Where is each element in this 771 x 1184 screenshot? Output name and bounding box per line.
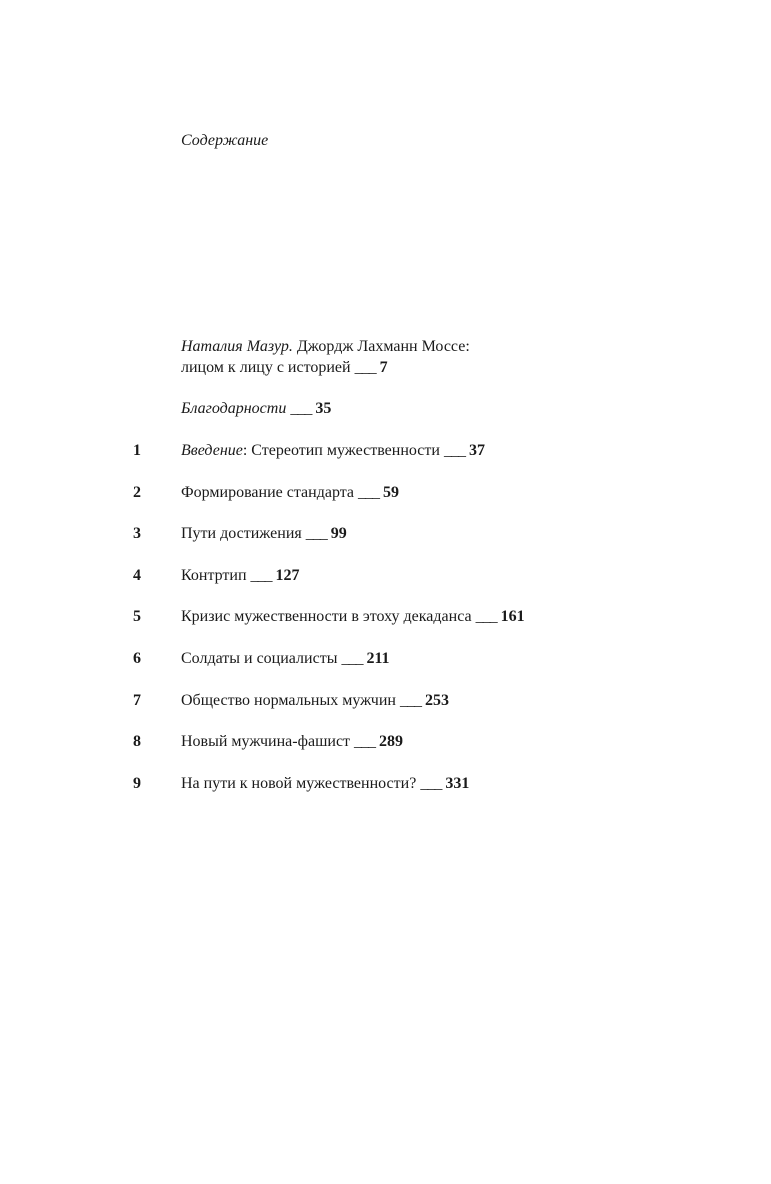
leader: ___ [475, 608, 497, 626]
chapter-title [181, 565, 300, 586]
page-number: 331 [445, 774, 470, 792]
chapter-title-text: Новый мужчина-фашист [181, 733, 351, 751]
chapter-title [181, 606, 525, 627]
page-number: 289 [379, 733, 404, 751]
leader: ___ [305, 525, 327, 543]
page-number: 35 [315, 400, 332, 417]
chapter-title-text: Общество нормальных мужчин [181, 691, 396, 709]
chapter-title-prefix: Введение [181, 442, 243, 459]
chapter-title [181, 731, 403, 752]
leader: ___ [290, 400, 312, 417]
ack-title: Благодарности [181, 400, 287, 417]
page-number: 253 [424, 691, 449, 709]
page-number: 127 [275, 566, 300, 584]
intro-author: Наталия Мазур. [181, 338, 293, 355]
chapter-number: 9 [133, 774, 141, 792]
leader: ___ [443, 442, 465, 459]
chapter-title-text: На пути к новой мужественности? [181, 774, 417, 792]
leader: ___ [420, 774, 442, 792]
leader: ___ [358, 483, 380, 501]
leader: ___ [399, 691, 421, 709]
chapter-title [181, 648, 390, 669]
leader: ___ [354, 733, 376, 751]
chapter-title [181, 773, 469, 794]
chapter-title [181, 523, 347, 544]
toc-entry-intro-essay[interactable] [181, 336, 581, 378]
chapter-title-text: : Стереотип мужественности [242, 442, 440, 459]
chapter-title [181, 440, 485, 461]
page-number: 37 [468, 442, 485, 459]
chapter-title-text: Контртип [181, 566, 247, 584]
toc-entry-acknowledgements[interactable] [181, 398, 331, 419]
chapter-title [181, 482, 399, 503]
chapter-title-text: Солдаты и социалисты [181, 650, 338, 667]
page-title: Содержание [181, 132, 269, 149]
chapter-number: 2 [133, 483, 141, 501]
page-number: 7 [379, 359, 388, 376]
leader: ___ [341, 650, 363, 667]
chapter-number: 7 [133, 691, 141, 709]
chapter-title [181, 690, 449, 711]
chapter-number: 8 [133, 733, 141, 751]
chapter-title-text: Пути достижения [181, 525, 302, 543]
leader: ___ [250, 566, 272, 584]
page-number: 161 [500, 608, 525, 626]
leader: ___ [354, 359, 376, 376]
chapter-title-text: Формирование стандарта [181, 483, 355, 501]
chapter-number: 3 [133, 525, 141, 543]
page-number: 99 [330, 525, 347, 543]
chapter-number: 5 [133, 608, 141, 626]
chapter-number: 4 [133, 566, 141, 584]
chapter-number: 1 [133, 442, 141, 459]
intro-title-line1: Джордж Лахманн Моссе: [296, 338, 470, 355]
chapter-title-text: Кризис мужественности в этоху декаданса [181, 608, 472, 626]
intro-title-line2: лицом к лицу с историей [181, 359, 351, 376]
page-number: 211 [366, 650, 390, 667]
chapter-number: 6 [133, 650, 141, 667]
page-number: 59 [383, 483, 400, 501]
